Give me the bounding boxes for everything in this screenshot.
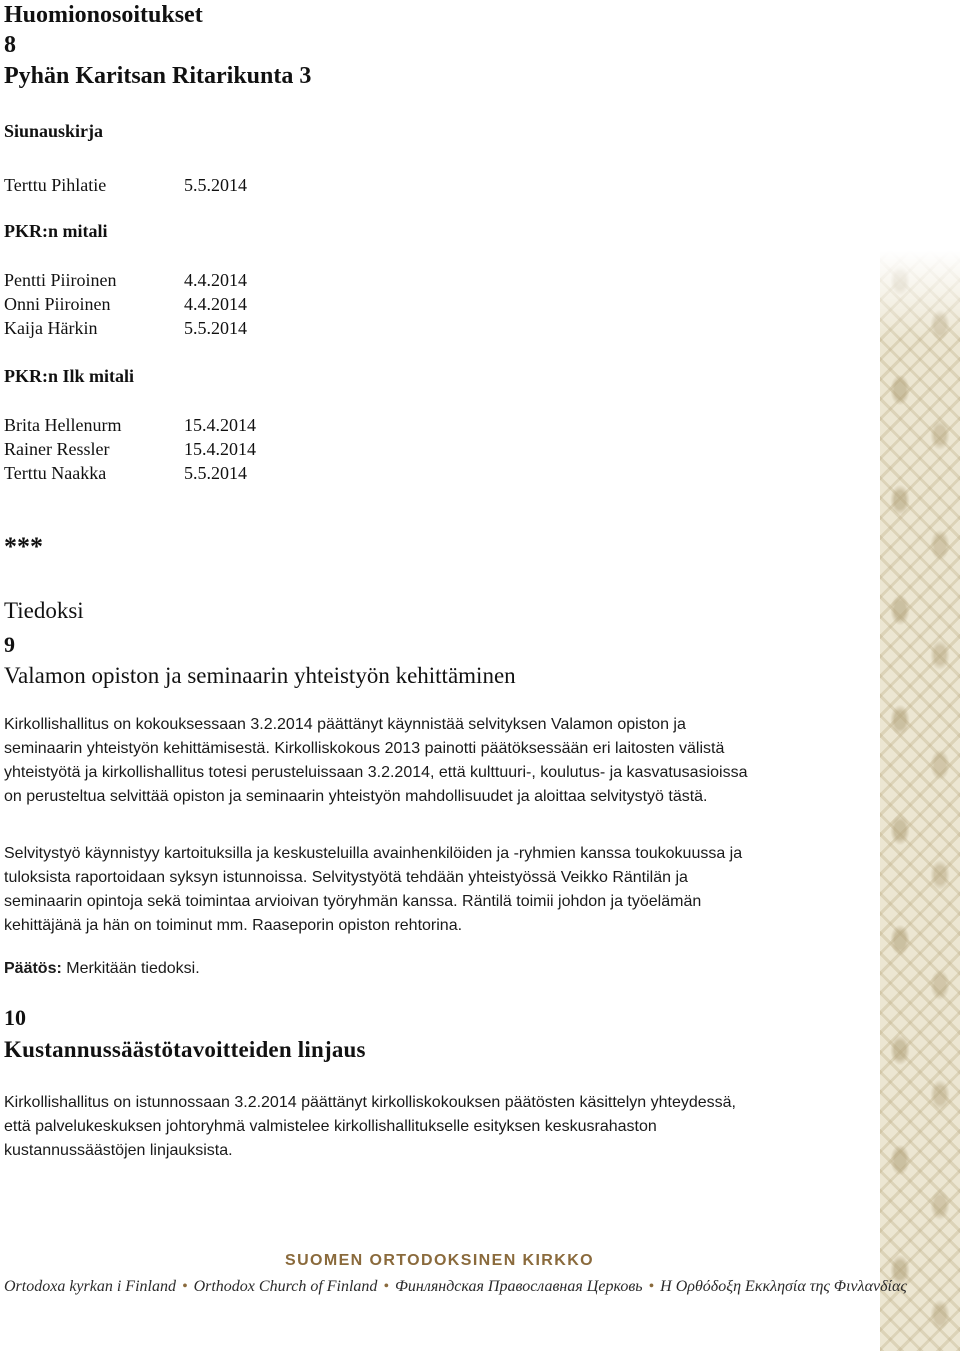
list-item bbox=[4, 461, 256, 485]
list-item bbox=[4, 292, 247, 316]
list-item bbox=[4, 268, 247, 292]
recipient-name: Brita Hellenurm bbox=[4, 415, 122, 435]
footer-name-swedish: Ortodoxa kyrkan i Finland bbox=[4, 1278, 176, 1295]
decision-text: Merkitään tiedoksi. bbox=[61, 960, 200, 977]
footer-organization-name: SUOMEN ORTODOKSINEN KIRKKO bbox=[285, 1252, 595, 1269]
list-item bbox=[4, 173, 247, 197]
footer-name-greek: Η Ορθόδοξη Εκκλησία της Φινλανδίας bbox=[660, 1278, 907, 1295]
decision-label: Päätös: bbox=[4, 960, 62, 977]
group-list-siunauskirja bbox=[4, 173, 247, 197]
text-line: seminaarin opintoja sekä toimintaa arvioivan työryhmän kanssa. Räntilä toimii johdon ja työelämän bbox=[4, 893, 702, 910]
list-item bbox=[4, 437, 256, 461]
text-line: Kirkollishallitus on istunnossaan 3.2.2014 päättänyt kirkolliskokouksen päätösten käsittelyn yhteydessä, bbox=[4, 1094, 736, 1111]
item-number-9: 9 bbox=[4, 632, 15, 657]
footer-name-russian: Финляндская Православная Церковь bbox=[395, 1278, 643, 1295]
footer-separator-dot: • bbox=[181, 1278, 188, 1295]
heading-notices: Huomionosoitukset bbox=[4, 2, 203, 28]
recipient-name: Rainer Ressler bbox=[4, 439, 110, 459]
award-date: 5.5.2014 bbox=[184, 318, 247, 338]
award-date: 5.5.2014 bbox=[184, 175, 247, 195]
footer-separator-dot: • bbox=[648, 1278, 655, 1295]
award-date: 4.4.2014 bbox=[184, 270, 247, 290]
decorative-border-ornament bbox=[880, 250, 960, 1351]
decision-line bbox=[4, 957, 864, 981]
footer-multilingual-names bbox=[4, 1278, 907, 1296]
text-line: tuloksista raportoidaan syksyn istunnoissa. Selvitystyötä tehdään yhteistyössä Veikko Räntilän ja bbox=[4, 869, 688, 886]
text-line: Selvitystyö käynnistyy kartoituksilla ja keskusteluilla avainhenkilöiden ja -ryhmien kanssa toukokuussa ja bbox=[4, 845, 743, 862]
list-item bbox=[4, 316, 247, 340]
text-line: yhteistyötä ja kirkollishallitus totesi perusteluissaan 3.2.2014, että kulttuuri-, koulutus- ja kasvatusasioissa bbox=[4, 764, 748, 781]
recipient-name: Pentti Piiroinen bbox=[4, 270, 117, 290]
info-paragraph-2 bbox=[4, 842, 864, 938]
info-paragraph-1 bbox=[4, 713, 864, 809]
recipient-name: Terttu Pihlatie bbox=[4, 175, 107, 195]
award-date: 4.4.2014 bbox=[184, 294, 247, 314]
item-title-8: Pyhän Karitsan Ritarikunta 3 bbox=[4, 63, 312, 89]
separator-asterisks: *** bbox=[4, 532, 43, 561]
award-date: 15.4.2014 bbox=[184, 415, 256, 435]
award-date: 5.5.2014 bbox=[184, 463, 247, 483]
recipient-name: Kaija Härkin bbox=[4, 318, 98, 338]
text-line: kehittäjänä ja hän on toiminut mm. Raaseporin opiston rehtorina. bbox=[4, 917, 463, 934]
section10-paragraph bbox=[4, 1091, 864, 1163]
footer-name-english: Orthodox Church of Finland bbox=[193, 1278, 378, 1295]
text-line: että palvelukeskuksen johtoryhmä valmistelee kirkollishallitukselle esityksen keskusrahaston bbox=[4, 1118, 657, 1135]
group-list-pkr-ilk-mitali bbox=[4, 413, 256, 485]
footer-separator-dot: • bbox=[383, 1278, 390, 1295]
group-label-pkr-ilk-mitali: PKR:n Ilk mitali bbox=[4, 366, 135, 386]
text-line: Kirkollishallitus on kokouksessaan 3.2.2014 päättänyt käynnistää selvityksen Valamon opiston ja bbox=[4, 716, 686, 733]
text-line: on perusteltua selvittää opiston ja seminaarin yhteistyön mahdollisuudet ja aloittaa selvitystyö tästä. bbox=[4, 788, 708, 805]
group-list-pkr-mitali bbox=[4, 268, 247, 340]
recipient-name: Terttu Naakka bbox=[4, 463, 107, 483]
item-title-9: Valamon opiston ja seminaarin yhteistyön kehittäminen bbox=[4, 663, 516, 688]
heading-info: Tiedoksi bbox=[4, 598, 84, 623]
item-number-8: 8 bbox=[4, 32, 16, 58]
group-label-pkr-mitali: PKR:n mitali bbox=[4, 221, 108, 241]
list-item bbox=[4, 413, 256, 437]
recipient-name: Onni Piiroinen bbox=[4, 294, 111, 314]
group-label-siunauskirja: Siunauskirja bbox=[4, 121, 104, 141]
text-line: kustannussäästöjen linjauksista. bbox=[4, 1142, 233, 1159]
text-line: seminaarin yhteistyön kehittämisestä. Kirkolliskokous 2013 painotti päätöksessään eri laitosten välistä bbox=[4, 740, 725, 757]
item-title-10: Kustannussäästötavoitteiden linjaus bbox=[4, 1037, 366, 1062]
award-date: 15.4.2014 bbox=[184, 439, 256, 459]
item-number-10: 10 bbox=[4, 1005, 26, 1030]
